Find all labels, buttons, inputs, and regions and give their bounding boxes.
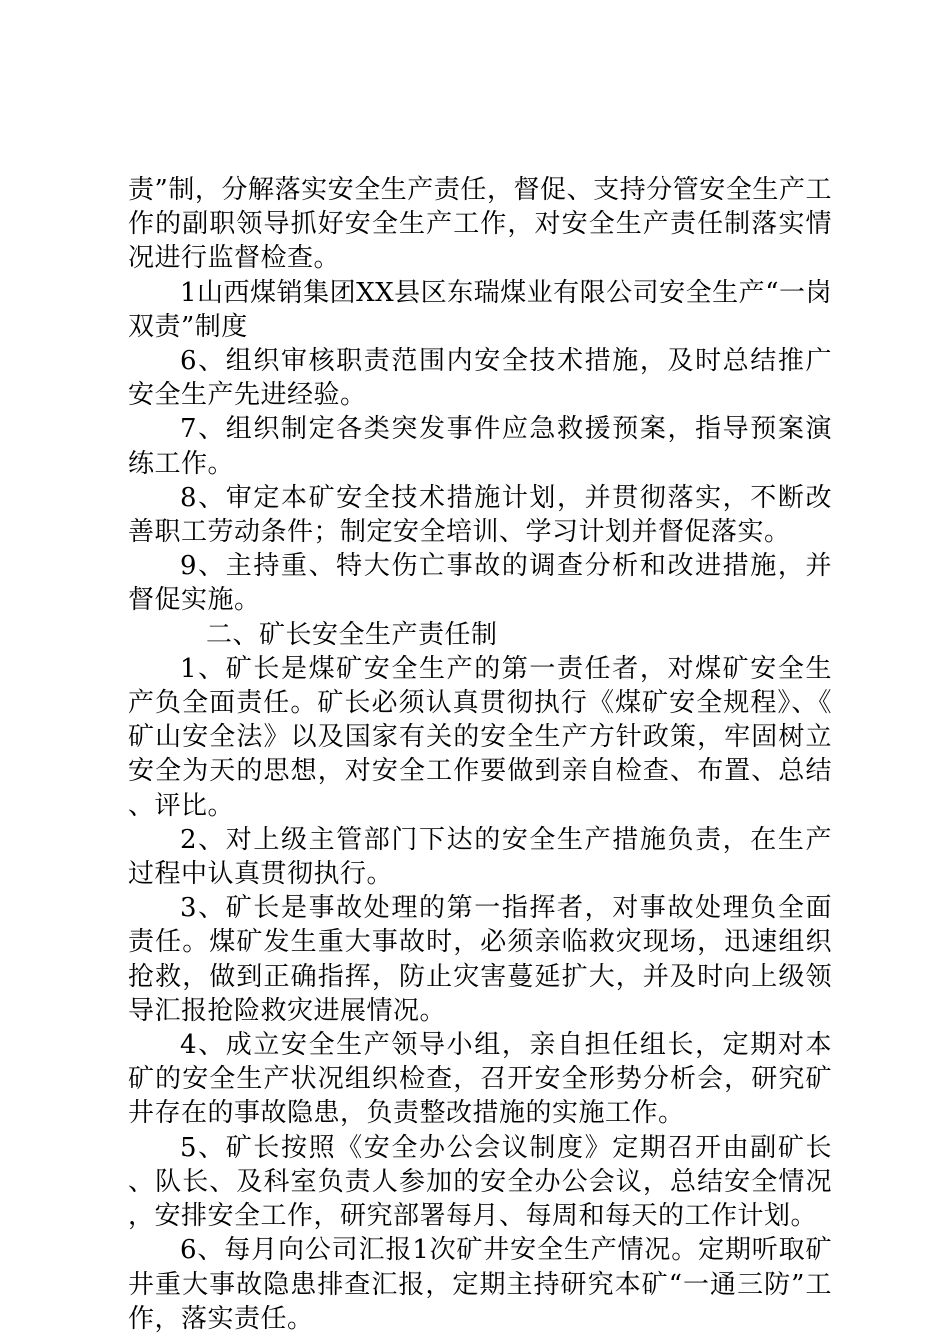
paragraph-director-6: 6、每月向公司汇报1次矿井安全生产情况。定期听取矿井重大事故隐患排查汇报，定期主持研究本矿“一通三防”工作，落实责任。 (128, 1235, 832, 1334)
paragraph-item-7: 7、组织制定各类突发事件应急救援预案，指导预案演练工作。 (128, 414, 832, 479)
paragraph-item-9: 9、主持重、特大伤亡事故的调查分析和改进措施，并督促实施。 (128, 551, 832, 616)
document-body (128, 173, 832, 1336)
paragraph-item-6: 6、组织审核职责范围内安全技术措施，及时总结推广安全生产先进经验。 (128, 346, 832, 411)
paragraph-heading-title: 1山西煤销集团XX县区东瑞煤业有限公司安全生产“一岗双责”制度 (128, 277, 832, 342)
paragraph-director-4: 4、成立安全生产领导小组，亲自担任组长，定期对本矿的安全生产状况组织检查，召开安全形势分析会，研究矿井存在的事故隐患，负责整改措施的实施工作。 (128, 1030, 832, 1129)
paragraph-continuation: 责”制，分解落实安全生产责任，督促、支持分管安全生产工作的副职领导抓好安全生产工作，对安全生产责任制落实情况进行监督检查。 (128, 175, 832, 274)
paragraph-director-3: 3、矿长是事故处理的第一指挥者，对事故处理负全面责任。煤矿发生重大事故时，必须亲临救灾现场，迅速组织抢救，做到正确指挥，防止灾害蔓延扩大，并及时向上级领导汇报抢险救灾进展情况。 (128, 893, 832, 1026)
paragraph-director-1: 1、矿长是煤矿安全生产的第一责任者，对煤矿安全生产负全面责任。矿长必须认真贯彻执行《煤矿安全规程》、《矿山安全法》以及国家有关的安全生产方针政策，牢固树立安全为天的思想，对安全工作要做到亲自检查、布置、总结、评比。 (128, 653, 832, 821)
paragraph-item-8: 8、审定本矿安全技术措施计划，并贯彻落实，不断改善职工劳动条件；制定安全培训、学习计划并督促落实。 (128, 482, 832, 548)
section-heading-mine-director: 二、矿长安全生产责任制 (206, 619, 498, 650)
paragraph-director-5: 5、矿长按照《安全办公会议制度》定期召开由副矿长、队长、及科室负责人参加的安全办公会议，总结安全情况，安排安全工作，研究部署每月、每周和每天的工作计划。 (128, 1132, 832, 1232)
paragraph-director-2: 2、对上级主管部门下达的安全生产措施负责，在生产过程中认真贯彻执行。 (128, 824, 832, 890)
